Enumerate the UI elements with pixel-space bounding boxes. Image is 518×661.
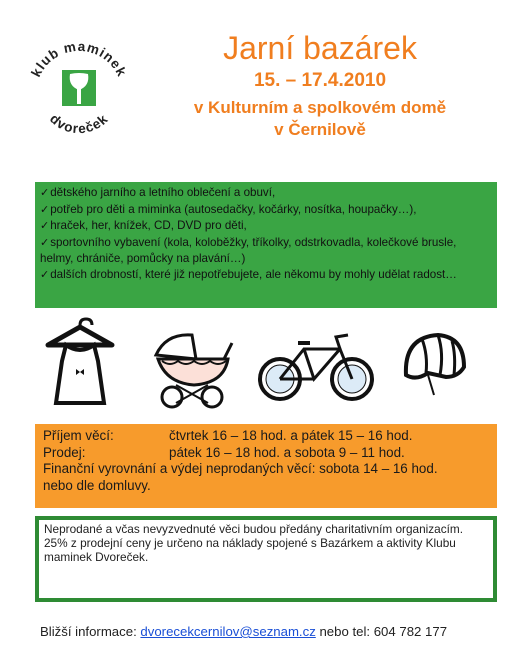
checkmark-icon: ✓ xyxy=(40,268,50,281)
checkmark-icon: ✓ xyxy=(40,236,50,249)
schedule-value: čtvrtek 16 – 18 hod. a pátek 15 – 16 hod. xyxy=(169,428,413,443)
contact-line xyxy=(40,624,500,640)
venue-line-1: v Kulturním a spolkovém domě xyxy=(193,98,447,117)
schedule-label: Prodej: xyxy=(43,444,86,460)
page-title: Jarní bazárek xyxy=(223,30,417,66)
schedule-label: Příjem věcí: xyxy=(43,428,114,443)
note-line-1: Neprodané a včas nevyzvednuté věci budou předány charitativním organizacím. xyxy=(44,522,464,536)
contact-email-link[interactable]: dvorecekcernilov@seznam.cz xyxy=(140,624,316,639)
note-box xyxy=(35,516,497,602)
event-dates: 15. – 17.4.2010 xyxy=(253,70,387,91)
logo-bottom-text: dvoreček xyxy=(46,110,112,137)
list-item xyxy=(40,235,491,267)
checkmark-icon: ✓ xyxy=(40,203,50,216)
logo-top-text: klub maminek xyxy=(28,38,130,80)
items-box xyxy=(35,182,497,308)
venue-line-2: v Černilově xyxy=(274,120,366,139)
baby-stroller-icon xyxy=(146,315,238,415)
list-item-text: dětského jarního a letního oblečení a obuví, xyxy=(50,186,276,199)
bike-helmet-icon xyxy=(398,315,470,415)
list-item xyxy=(40,218,491,235)
schedule-value: pátek 16 – 18 hod. a sobota 9 – 11 hod. xyxy=(169,444,405,460)
checkmark-icon: ✓ xyxy=(40,187,50,199)
list-item xyxy=(40,202,491,219)
event-venue xyxy=(150,97,490,141)
schedule-box xyxy=(35,424,497,508)
schedule-row xyxy=(43,445,489,462)
list-item-text: potřeb pro děti a miminka (autosedačky, kočárky, nosítka, houpačky…), xyxy=(50,202,417,216)
contact-phone: nebo tel: 604 782 177 xyxy=(319,624,448,639)
schedule-row: nebo dle domluvy. xyxy=(43,477,151,493)
list-item-text: sportovního vybavení (kola, koloběžky, tříkolky, odstrkovadla, kolečkové brusle, helmy, chrániče, pomůcky na plavání…) xyxy=(40,235,457,265)
logo-stem xyxy=(77,88,81,104)
logo-svg xyxy=(18,28,140,150)
list-item-text: dalších drobností, které již nepotřebujete, ale někomu by mohly udělat radost… xyxy=(50,267,457,281)
checkmark-icon: ✓ xyxy=(40,220,50,232)
bicycle-icon xyxy=(256,315,376,415)
list-item-text: hraček, her, knížek, CD, DVD pro děti, xyxy=(50,219,247,232)
schedule-row xyxy=(43,428,489,445)
contact-label: Bližší informace: xyxy=(40,624,137,639)
list-item xyxy=(40,267,491,284)
list-item xyxy=(40,185,491,202)
dress-on-hanger-icon xyxy=(40,315,120,415)
svg-text:dvoreček xyxy=(47,111,111,136)
club-logo xyxy=(18,28,140,150)
note-line-2: 25% z prodejní ceny je určeno na náklady spojené s Bazárkem a aktivity Klubu maminek Dvoreček. xyxy=(44,536,456,564)
schedule-row: Finanční vyrovnání a výdej neprodaných věcí: sobota 14 – 16 hod. xyxy=(43,461,438,476)
